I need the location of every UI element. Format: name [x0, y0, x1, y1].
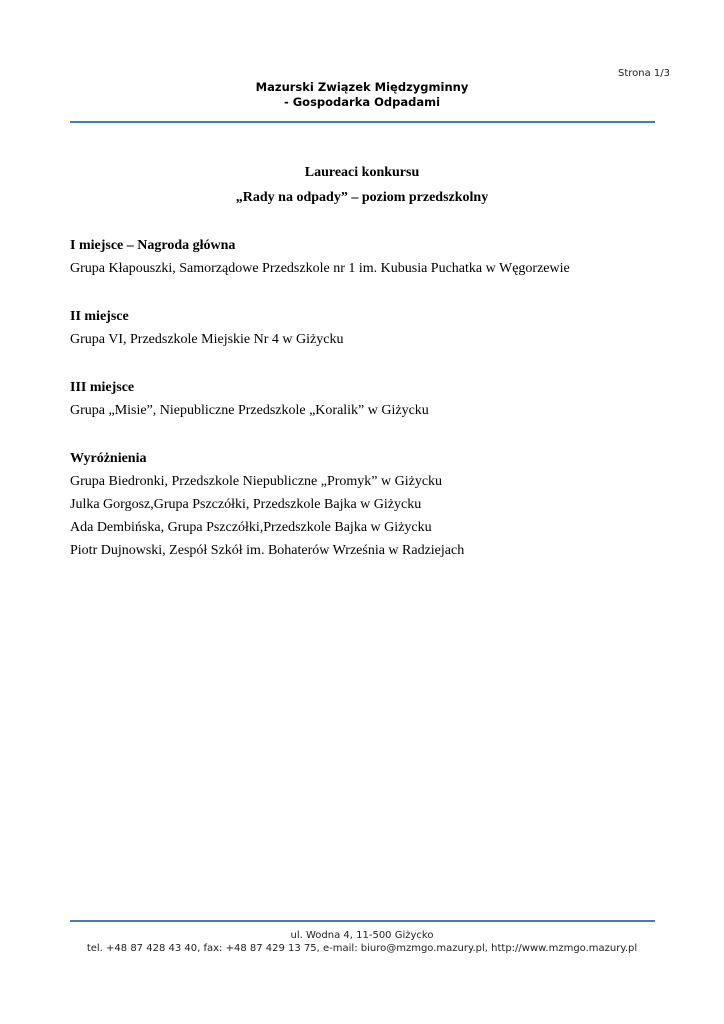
header-divider: [70, 121, 655, 123]
footer-contact: tel. +48 87 428 43 40, fax: +48 87 429 13 75, e-mail: biuro@mzmgo.mazury.pl, http://www.mzmgo.mazury.pl: [86, 943, 638, 954]
document-body: [70, 235, 670, 588]
laureate-entry: Grupa „Misie”, Niepubliczne Przedszkole „Koralik” w Giżycku: [70, 403, 429, 418]
section-first-place: [70, 235, 670, 280]
laureate-entry: Piotr Dujnowski, Zespół Szkół im. Bohaterów Września w Radziejach: [70, 543, 465, 558]
document-footer: [0, 929, 724, 955]
title-line-1: Laureaci konkursu: [304, 165, 420, 180]
footer-address: ul. Wodna 4, 11-500 Giżycko: [290, 930, 434, 941]
laureate-entry: Grupa Biedronki, Przedszkole Niepubliczne „Promyk” w Giżycku: [70, 474, 443, 489]
organization-name: Mazurski Związek Międzygminny: [255, 80, 469, 94]
document-header: [0, 80, 724, 110]
laureate-entry: Grupa Kłapouszki, Samorządowe Przedszkole nr 1 im. Kubusia Puchatka w Węgorzewie: [70, 261, 570, 276]
title-line-2: „Rady na odpady” – poziom przedszkolny: [235, 190, 489, 205]
section-heading: Wyróżnienia: [70, 451, 147, 466]
laureate-entry: Grupa VI, Przedszkole Miejskie Nr 4 w Giżycku: [70, 332, 344, 347]
organization-subtitle: - Gospodarka Odpadami: [283, 95, 441, 109]
section-second-place: [70, 306, 670, 351]
page-number: Strona 1/3: [617, 68, 670, 79]
document-title: [0, 162, 724, 209]
laureate-entry: Julka Gorgosz,Grupa Pszczółki, Przedszkole Bajka w Giżycku: [70, 497, 422, 512]
section-distinctions: [70, 448, 670, 562]
section-heading: III miejsce: [70, 380, 135, 395]
section-third-place: [70, 377, 670, 422]
footer-divider: [70, 920, 655, 922]
laureate-entry: Ada Dembińska, Grupa Pszczółki,Przedszkole Bajka w Giżycku: [70, 520, 432, 535]
section-heading: II miejsce: [70, 309, 129, 324]
section-heading: I miejsce – Nagroda główna: [70, 238, 236, 253]
